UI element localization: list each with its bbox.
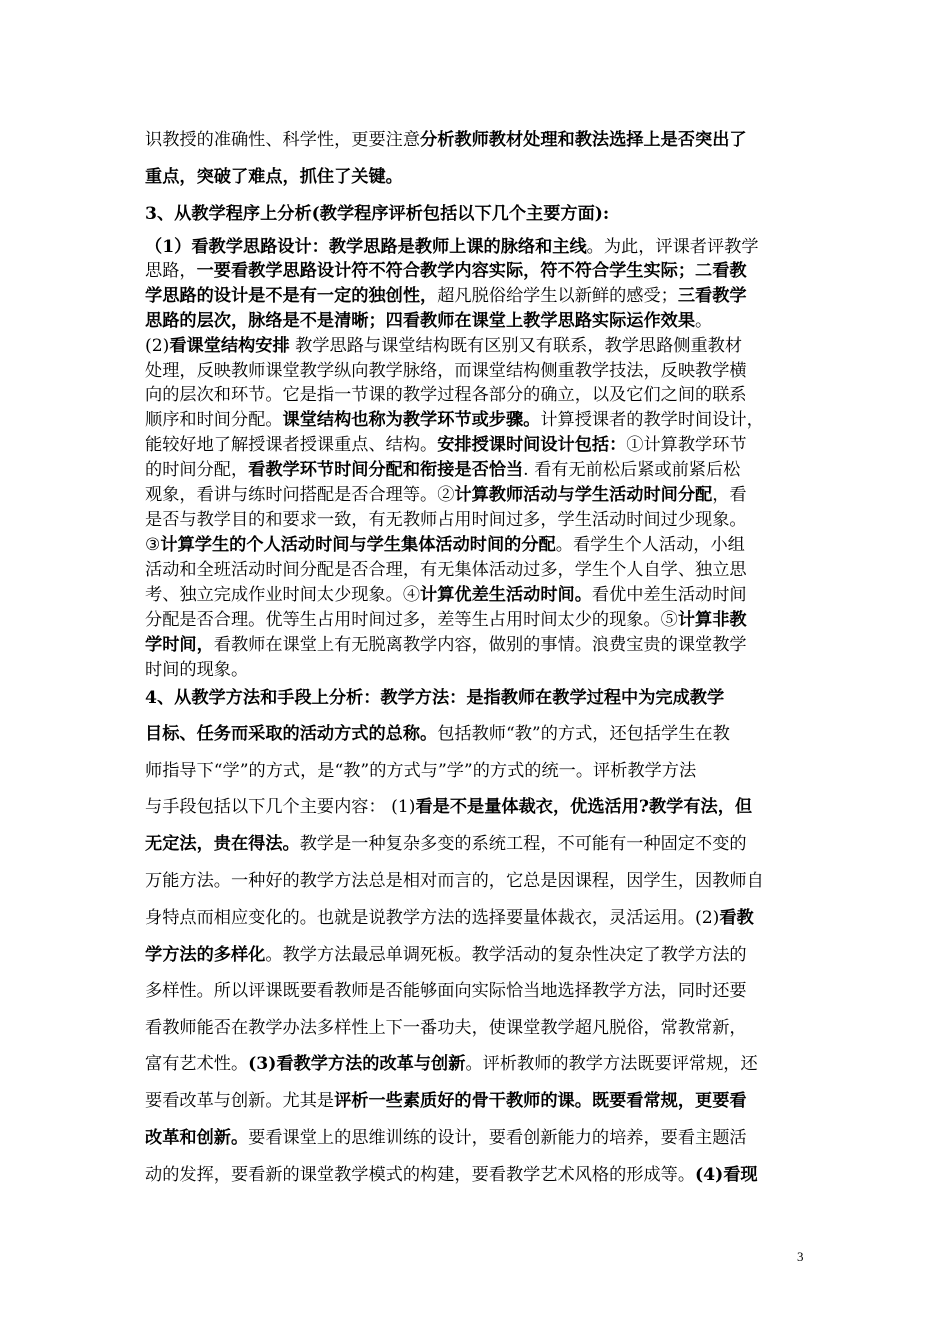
text-run: 观象，看讲与练时问搭配是否合理等。② <box>145 485 455 505</box>
bold-text-run: 三看教学 <box>677 286 747 306</box>
text-line <box>145 723 825 745</box>
bold-text-run: 3、从教学程序上分析(教学程序评析包括以下几个主要方面): <box>145 204 610 224</box>
bold-text-run: 无定法，贵在得法。 <box>145 834 300 854</box>
text-run: 师指导下“学”的方式，是“教”的方式与”学”的方式的统一。评析教学方法 <box>145 761 697 781</box>
text-run: 处理，反映教师课堂教学纵向教学脉络，而课堂结构侧重教学技法，反映教学横 <box>145 361 747 381</box>
text-line <box>145 360 825 382</box>
text-run: 身特点而相应变化的。也就是说教学方法的选择要量体裁衣，灵活运用。(2) <box>145 908 720 928</box>
text-line <box>145 129 825 151</box>
text-run: 能较好地了解授课者授课重点、结构。 <box>145 435 438 455</box>
text-run: 。为此，评课者评教学 <box>586 237 759 257</box>
text-line <box>145 559 825 581</box>
text-run: 思路， <box>145 261 197 281</box>
bold-text-run: (3)看教学方法的改革与创新 <box>248 1054 466 1074</box>
text-line <box>145 409 825 431</box>
text-run: 活动和全班活动时间分配是否合理，有无集体活动过多，学生个人自学、独立思 <box>145 560 747 580</box>
text-line <box>145 760 825 782</box>
text-line <box>145 870 825 892</box>
text-line <box>145 584 825 606</box>
bold-text-run: 看课堂结构安排 <box>169 336 290 356</box>
bold-text-run: 一要看教学思路设计符不符合教学内容实际，符不符合学生实际；二看教 <box>196 261 747 281</box>
bold-text-run: 看是不是量体裁衣，优选活用?教学有法，但 <box>415 797 753 817</box>
text-run: 顺序和时间分配。 <box>145 410 283 430</box>
text-run: 看教师能否在教学办法多样性上下一番功夫，使课堂教学超凡脱俗，常教常新， <box>145 1018 747 1038</box>
text-run: 教学是一种复杂多变的系统工程，不可能有一种固定不变的 <box>299 834 747 854</box>
bold-text-run: 学方法的多样化 <box>145 945 266 965</box>
text-run: 识教授的准确性、科学性，更要注意 <box>145 130 421 150</box>
text-run: 时间的现象。 <box>145 660 249 680</box>
bold-text-run: 计算非教 <box>677 610 747 630</box>
bold-text-run: 改革和创新。 <box>145 1128 249 1148</box>
text-run: 考、独立完成作业时间太少现象。④ <box>145 585 421 605</box>
text-line <box>145 1053 825 1075</box>
text-line <box>145 609 825 631</box>
text-run: 要看改革与创新。尤其是 <box>145 1091 335 1111</box>
page-number: 3 <box>797 1249 804 1264</box>
text-run: . 看有无前松后紧或前紧后松 <box>523 460 741 480</box>
text-line <box>145 1017 825 1039</box>
text-run: 。 <box>695 311 713 331</box>
bold-text-run: 计算教师活动与学生活动时间分配 <box>454 485 713 505</box>
bold-text-run: 评析一些素质好的骨干教师的课。既要看常规，更要看 <box>334 1091 747 1111</box>
text-run: 看优中差生活动时间 <box>591 585 747 605</box>
text-run: 教学思路与课堂结构既有区别又有联系，教学思路侧重教材 <box>289 336 743 356</box>
text-run: 。看学生个人活动，小组 <box>555 535 745 555</box>
text-line <box>145 796 825 818</box>
bold-text-run: （1）看教学思路设计：教学思路是教师上课的脉络和主线 <box>145 237 587 257</box>
text-line <box>145 907 825 929</box>
bold-text-run: 学思路的设计是不是有一定的独创性， <box>145 286 438 306</box>
text-line <box>145 1127 825 1149</box>
text-line <box>145 659 825 681</box>
text-line <box>145 944 825 966</box>
bold-text-run: 目标、任务而采取的活动方式的总称。 <box>145 724 438 744</box>
bold-text-run: 分析教师教材处理和教法选择上是否突出了 <box>420 130 747 150</box>
text-line <box>145 203 825 225</box>
text-run: ①计算教学环节 <box>626 435 747 455</box>
text-line <box>145 980 825 1002</box>
bold-text-run: 学时间， <box>145 635 214 655</box>
text-run: 向的层次和环节。它是指一节课的教学过程各部分的确立，以及它们之间的联系 <box>145 385 747 405</box>
text-run: 多样性。所以评课既要看教师是否能够面向实际恰当地选择教学方法，同时还要 <box>145 981 747 1001</box>
bold-text-run: 计算优差生活动时间。 <box>420 585 592 605</box>
text-run: 。评析教师的教学方法既要评常规，还 <box>465 1054 758 1074</box>
bold-text-run: 思路的层次，脉络是不是清晰；四看教师在课堂上教学思路实际运作效果 <box>145 311 696 331</box>
text-run: 富有艺术性。 <box>145 1054 249 1074</box>
bold-text-run: 重点，突破了难点，抓住了关键。 <box>145 167 403 187</box>
text-run: 看教师在课堂上有无脱离教学内容，做别的事情。浪费宝贵的课堂教学 <box>213 635 747 655</box>
bold-text-run: 4、从教学方法和手段上分析：教学方法：是指教师在教学过程中为完成教学 <box>145 688 725 708</box>
text-run: 与手段包括以下几个主要内容： (1) <box>145 797 416 817</box>
bold-text-run: 看教 <box>719 908 754 928</box>
bold-text-run: 课堂结构也称为教学环节或步骤。 <box>282 410 541 430</box>
text-run: ③ <box>145 535 161 555</box>
text-run: 分配是否合理。优等生占用时间过多，差等生占用时间太少的现象。⑤ <box>145 610 678 630</box>
bold-text-run: (4)看现 <box>695 1165 758 1185</box>
text-line <box>145 434 825 456</box>
text-run: 动的发挥，要看新的课堂教学模式的构建，要看教学艺术风格的形成等。 <box>145 1165 696 1185</box>
text-line <box>145 384 825 406</box>
text-line <box>145 484 825 506</box>
text-line <box>145 260 825 282</box>
bold-text-run: 安排授课时间设计包括： <box>437 435 627 455</box>
text-run: 包括教师“教”的方式，还包括学生在教 <box>437 724 730 744</box>
text-line <box>145 1090 825 1112</box>
text-line <box>145 634 825 656</box>
bold-text-run: 看教学环节时间分配和衔接是否恰当 <box>248 460 524 480</box>
text-run: ，看 <box>712 485 747 505</box>
text-run: 计算授课者的教学时间设计， <box>540 410 764 430</box>
text-line <box>145 335 825 357</box>
text-run: 是否与教学目的和要求一致，有无教师占用时间过多，学生活动时间过少现象。 <box>145 510 747 530</box>
text-line <box>145 166 825 188</box>
text-line <box>145 534 825 556</box>
text-line <box>145 236 825 258</box>
text-run: 。教学方法最忌单调死板。教学活动的复杂性决定了教学方法的 <box>265 945 747 965</box>
text-line <box>145 1164 825 1186</box>
text-run: 的时间分配， <box>145 460 249 480</box>
text-line <box>145 285 825 307</box>
text-line <box>145 459 825 481</box>
text-line <box>145 310 825 332</box>
text-run: 要看课堂上的思维训练的设计，要看创新能力的培养，要看主题活 <box>248 1128 747 1148</box>
bold-text-run: 计算学生的个人活动时间与学生集体活动时间的分配 <box>160 535 556 555</box>
text-run: (2) <box>145 336 170 356</box>
text-run: 万能方法。一种好的教学方法总是相对而言的，它总是因课程，因学生，因教师自 <box>145 871 764 891</box>
text-line <box>145 509 825 531</box>
text-run: 超凡脱俗给学生以新鲜的感受； <box>437 286 678 306</box>
text-line <box>145 833 825 855</box>
text-line <box>145 687 825 709</box>
